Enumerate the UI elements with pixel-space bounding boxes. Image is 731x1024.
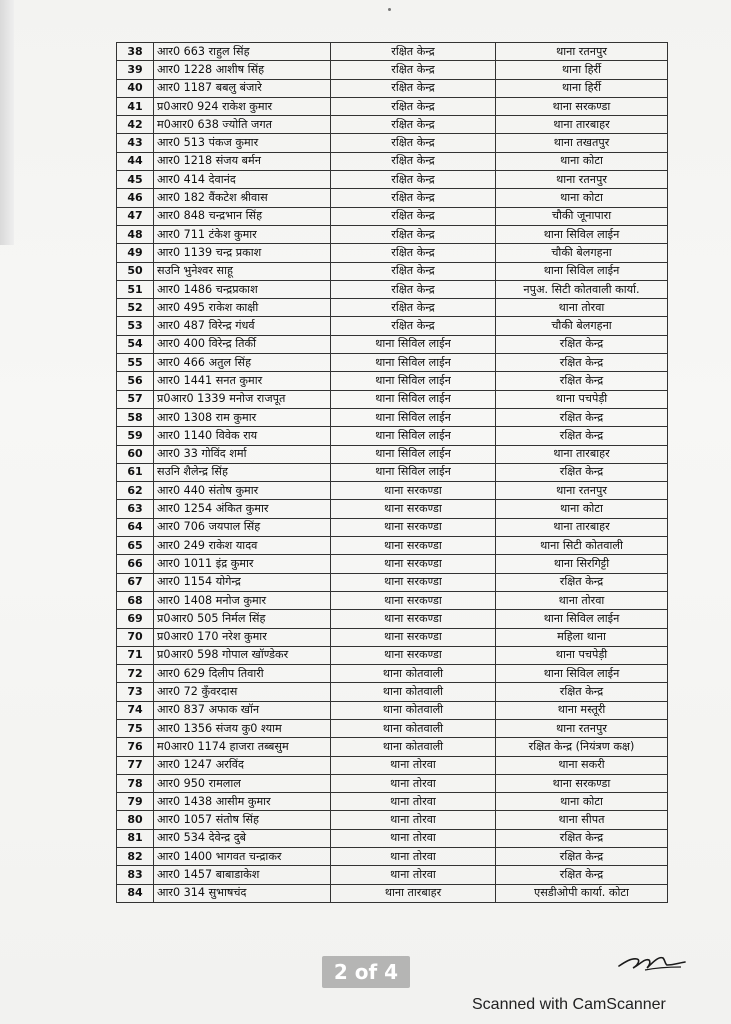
table-row	[117, 79, 668, 97]
serial-number-cell: 55	[117, 354, 154, 372]
personnel-name-cell: आर0 1254 अंकित कुमार	[154, 500, 331, 518]
table-row	[117, 610, 668, 628]
table-row	[117, 171, 668, 189]
to-posting-cell: चौकी जूनापारा	[496, 207, 668, 225]
table-row	[117, 43, 668, 61]
from-posting-cell: थाना कोतवाली	[331, 665, 496, 683]
from-posting-cell: थाना सिविल लाईन	[331, 445, 496, 463]
to-posting-cell: रक्षित केन्द्र	[496, 463, 668, 481]
from-posting-cell: रक्षित केन्द्र	[331, 317, 496, 335]
from-posting-cell: रक्षित केन्द्र	[331, 299, 496, 317]
signature-icon	[615, 948, 687, 974]
table-row	[117, 262, 668, 280]
serial-number-cell: 51	[117, 280, 154, 298]
personnel-name-cell: आर0 663 राहुल सिंह	[154, 43, 331, 61]
serial-number-cell: 65	[117, 537, 154, 555]
serial-number-cell: 47	[117, 207, 154, 225]
table-row	[117, 683, 668, 701]
personnel-name-cell: आर0 1308 राम कुमार	[154, 408, 331, 426]
from-posting-cell: रक्षित केन्द्र	[331, 189, 496, 207]
from-posting-cell: थाना सरकण्डा	[331, 610, 496, 628]
personnel-name-cell: आर0 1140 विवेक राय	[154, 427, 331, 445]
to-posting-cell: थाना तारबाहर	[496, 445, 668, 463]
serial-number-cell: 48	[117, 225, 154, 243]
table-row	[117, 335, 668, 353]
table-row	[117, 463, 668, 481]
from-posting-cell: रक्षित केन्द्र	[331, 61, 496, 79]
serial-number-cell: 41	[117, 97, 154, 115]
from-posting-cell: रक्षित केन्द्र	[331, 207, 496, 225]
from-posting-cell: थाना तारबाहर	[331, 884, 496, 902]
table-row	[117, 372, 668, 390]
personnel-name-cell: आर0 706 जयपाल सिंह	[154, 518, 331, 536]
to-posting-cell: थाना सरकण्डा	[496, 774, 668, 792]
personnel-name-cell: आर0 1486 चन्द्रप्रकाश	[154, 280, 331, 298]
to-posting-cell: महिला थाना	[496, 628, 668, 646]
page-edge-shadow	[0, 0, 14, 245]
personnel-name-cell: आर0 1408 मनोज कुमार	[154, 591, 331, 609]
personnel-name-cell: आर0 182 वैंकटेश श्रीवास	[154, 189, 331, 207]
serial-number-cell: 62	[117, 482, 154, 500]
serial-number-cell: 68	[117, 591, 154, 609]
table-row	[117, 134, 668, 152]
transfer-table	[116, 42, 668, 903]
personnel-name-cell: आर0 314 सुभाषचंद	[154, 884, 331, 902]
table-row	[117, 848, 668, 866]
to-posting-cell: रक्षित केन्द्र	[496, 829, 668, 847]
personnel-name-cell: आर0 513 पंकज कुमार	[154, 134, 331, 152]
serial-number-cell: 82	[117, 848, 154, 866]
personnel-name-cell: आर0 1057 संतोष सिंह	[154, 811, 331, 829]
from-posting-cell: थाना कोतवाली	[331, 738, 496, 756]
personnel-name-cell: आर0 72 कुँवरदास	[154, 683, 331, 701]
to-posting-cell: थाना रतनपुर	[496, 482, 668, 500]
table-row	[117, 829, 668, 847]
personnel-name-cell: आर0 1441 सनत कुमार	[154, 372, 331, 390]
personnel-name-cell: आर0 1400 भागवत चन्द्राकर	[154, 848, 331, 866]
table-row	[117, 738, 668, 756]
table-row	[117, 299, 668, 317]
serial-number-cell: 61	[117, 463, 154, 481]
personnel-name-cell: आर0 487 विरेन्द्र गंधर्व	[154, 317, 331, 335]
table-row	[117, 189, 668, 207]
to-posting-cell: थाना हिर्री	[496, 79, 668, 97]
from-posting-cell: रक्षित केन्द्र	[331, 97, 496, 115]
table-row	[117, 207, 668, 225]
from-posting-cell: रक्षित केन्द्र	[331, 171, 496, 189]
from-posting-cell: थाना कोतवाली	[331, 701, 496, 719]
serial-number-cell: 84	[117, 884, 154, 902]
to-posting-cell: थाना सरकण्डा	[496, 97, 668, 115]
serial-number-cell: 43	[117, 134, 154, 152]
table-row	[117, 427, 668, 445]
personnel-name-cell: आर0 495 राकेश काक्षी	[154, 299, 331, 317]
from-posting-cell: थाना सरकण्डा	[331, 537, 496, 555]
personnel-name-cell: सउनि भुनेश्वर साहू	[154, 262, 331, 280]
from-posting-cell: रक्षित केन्द्र	[331, 244, 496, 262]
personnel-name-cell: आर0 400 विरेन्द्र तिर्की	[154, 335, 331, 353]
table-row	[117, 97, 668, 115]
serial-number-cell: 59	[117, 427, 154, 445]
serial-number-cell: 54	[117, 335, 154, 353]
personnel-name-cell: आर0 1356 संजय कु0 श्याम	[154, 719, 331, 737]
to-posting-cell: थाना कोटा	[496, 793, 668, 811]
to-posting-cell: थाना तोरवा	[496, 591, 668, 609]
from-posting-cell: थाना सिविल लाईन	[331, 408, 496, 426]
personnel-name-cell: आर0 1139 चन्द्र प्रकाश	[154, 244, 331, 262]
table-row	[117, 665, 668, 683]
to-posting-cell: थाना सिरगिट्टी	[496, 555, 668, 573]
table-row	[117, 756, 668, 774]
personnel-name-cell: आर0 711 टंकेश कुमार	[154, 225, 331, 243]
from-posting-cell: थाना कोतवाली	[331, 719, 496, 737]
to-posting-cell: नपुअ. सिटी कोतवाली कार्या.	[496, 280, 668, 298]
serial-number-cell: 64	[117, 518, 154, 536]
to-posting-cell: थाना हिर्री	[496, 61, 668, 79]
personnel-name-cell: म0आर0 638 ज्योति जगत	[154, 116, 331, 134]
serial-number-cell: 46	[117, 189, 154, 207]
serial-number-cell: 38	[117, 43, 154, 61]
to-posting-cell: थाना तारबाहर	[496, 116, 668, 134]
to-posting-cell: रक्षित केन्द्र	[496, 372, 668, 390]
table-row	[117, 518, 668, 536]
serial-number-cell: 39	[117, 61, 154, 79]
table-row	[117, 280, 668, 298]
from-posting-cell: थाना सरकण्डा	[331, 500, 496, 518]
from-posting-cell: रक्षित केन्द्र	[331, 116, 496, 134]
to-posting-cell: थाना सीपत	[496, 811, 668, 829]
to-posting-cell: थाना तखतपुर	[496, 134, 668, 152]
personnel-name-cell: आर0 1011 इंद्र कुमार	[154, 555, 331, 573]
personnel-name-cell: प्र0आर0 598 गोपाल खॉण्डेकर	[154, 646, 331, 664]
from-posting-cell: थाना सरकण्डा	[331, 555, 496, 573]
serial-number-cell: 63	[117, 500, 154, 518]
table-row	[117, 555, 668, 573]
table-row	[117, 591, 668, 609]
personnel-name-cell: प्र0आर0 1339 मनोज राजपूत	[154, 390, 331, 408]
from-posting-cell: थाना सिविल लाईन	[331, 390, 496, 408]
table-row	[117, 225, 668, 243]
personnel-name-cell: आर0 1187 बबलु बंजारे	[154, 79, 331, 97]
serial-number-cell: 52	[117, 299, 154, 317]
serial-number-cell: 45	[117, 171, 154, 189]
personnel-name-cell: म0आर0 1174 हाजरा तब्बसुम	[154, 738, 331, 756]
to-posting-cell: चौकी बेलगहना	[496, 317, 668, 335]
from-posting-cell: थाना सरकण्डा	[331, 482, 496, 500]
from-posting-cell: थाना तोरवा	[331, 756, 496, 774]
from-posting-cell: थाना तोरवा	[331, 793, 496, 811]
personnel-name-cell: आर0 1247 अरविंद	[154, 756, 331, 774]
table-row	[117, 646, 668, 664]
personnel-name-cell: प्र0आर0 505 निर्मल सिंह	[154, 610, 331, 628]
serial-number-cell: 49	[117, 244, 154, 262]
table-row	[117, 445, 668, 463]
table-row	[117, 866, 668, 884]
personnel-name-cell: आर0 1438 आसीम कुमार	[154, 793, 331, 811]
to-posting-cell: रक्षित केन्द्र	[496, 573, 668, 591]
personnel-name-cell: आर0 1218 संजय बर्मन	[154, 152, 331, 170]
from-posting-cell: रक्षित केन्द्र	[331, 280, 496, 298]
to-posting-cell: थाना सिविल लाईन	[496, 610, 668, 628]
table-row	[117, 408, 668, 426]
table-row	[117, 152, 668, 170]
from-posting-cell: थाना तोरवा	[331, 811, 496, 829]
to-posting-cell: थाना रतनपुर	[496, 171, 668, 189]
serial-number-cell: 58	[117, 408, 154, 426]
serial-number-cell: 79	[117, 793, 154, 811]
from-posting-cell: थाना कोतवाली	[331, 683, 496, 701]
personnel-name-cell: आर0 33 गोविंद शर्मा	[154, 445, 331, 463]
from-posting-cell: थाना सिविल लाईन	[331, 463, 496, 481]
table-row	[117, 628, 668, 646]
personnel-name-cell: आर0 249 राकेश यादव	[154, 537, 331, 555]
from-posting-cell: रक्षित केन्द्र	[331, 79, 496, 97]
table-row	[117, 811, 668, 829]
table-row	[117, 537, 668, 555]
serial-number-cell: 73	[117, 683, 154, 701]
serial-number-cell: 75	[117, 719, 154, 737]
scanner-credit: Scanned with CamScanner	[472, 996, 666, 1013]
table-row	[117, 354, 668, 372]
from-posting-cell: थाना सरकण्डा	[331, 518, 496, 536]
serial-number-cell: 53	[117, 317, 154, 335]
serial-number-cell: 78	[117, 774, 154, 792]
serial-number-cell: 42	[117, 116, 154, 134]
to-posting-cell: थाना तोरवा	[496, 299, 668, 317]
serial-number-cell: 50	[117, 262, 154, 280]
to-posting-cell: रक्षित केन्द्र	[496, 408, 668, 426]
to-posting-cell: थाना कोटा	[496, 189, 668, 207]
serial-number-cell: 44	[117, 152, 154, 170]
from-posting-cell: थाना तोरवा	[331, 866, 496, 884]
to-posting-cell: थाना रतनपुर	[496, 43, 668, 61]
table-row	[117, 701, 668, 719]
personnel-name-cell: आर0 848 चन्द्रभान सिंह	[154, 207, 331, 225]
personnel-name-cell: प्र0आर0 924 राकेश कुमार	[154, 97, 331, 115]
to-posting-cell: थाना सिविल लाईन	[496, 262, 668, 280]
scan-speck	[388, 8, 391, 11]
from-posting-cell: थाना सरकण्डा	[331, 591, 496, 609]
serial-number-cell: 76	[117, 738, 154, 756]
serial-number-cell: 56	[117, 372, 154, 390]
from-posting-cell: थाना सिविल लाईन	[331, 335, 496, 353]
serial-number-cell: 74	[117, 701, 154, 719]
to-posting-cell: रक्षित केन्द्र (नियंत्रण कक्ष)	[496, 738, 668, 756]
to-posting-cell: थाना सिटी कोतवाली	[496, 537, 668, 555]
serial-number-cell: 66	[117, 555, 154, 573]
personnel-name-cell: आर0 1457 बाबाडाकेश	[154, 866, 331, 884]
serial-number-cell: 60	[117, 445, 154, 463]
to-posting-cell: थाना पचपेड़ी	[496, 646, 668, 664]
page-indicator: 2 of 4	[322, 956, 410, 988]
to-posting-cell: रक्षित केन्द्र	[496, 848, 668, 866]
from-posting-cell: रक्षित केन्द्र	[331, 134, 496, 152]
to-posting-cell: थाना कोटा	[496, 500, 668, 518]
table-row	[117, 116, 668, 134]
table-row	[117, 793, 668, 811]
table-row	[117, 774, 668, 792]
to-posting-cell: एसडीओपी कार्या. कोटा	[496, 884, 668, 902]
table-row	[117, 61, 668, 79]
personnel-name-cell: आर0 466 अतुल सिंह	[154, 354, 331, 372]
from-posting-cell: थाना तोरवा	[331, 829, 496, 847]
serial-number-cell: 83	[117, 866, 154, 884]
to-posting-cell: थाना सकरी	[496, 756, 668, 774]
serial-number-cell: 57	[117, 390, 154, 408]
serial-number-cell: 72	[117, 665, 154, 683]
personnel-name-cell: आर0 1154 योगेन्द्र	[154, 573, 331, 591]
table-row	[117, 719, 668, 737]
personnel-name-cell: आर0 440 संतोष कुमार	[154, 482, 331, 500]
personnel-name-cell: आर0 1228 आशीष सिंह	[154, 61, 331, 79]
personnel-name-cell: आर0 837 अफाक खॉन	[154, 701, 331, 719]
to-posting-cell: थाना रतनपुर	[496, 719, 668, 737]
personnel-name-cell: प्र0आर0 170 नरेश कुमार	[154, 628, 331, 646]
to-posting-cell: थाना मस्तूरी	[496, 701, 668, 719]
serial-number-cell: 71	[117, 646, 154, 664]
to-posting-cell: रक्षित केन्द्र	[496, 427, 668, 445]
from-posting-cell: थाना सरकण्डा	[331, 628, 496, 646]
personnel-name-cell: आर0 950 रामलाल	[154, 774, 331, 792]
to-posting-cell: थाना पचपेड़ी	[496, 390, 668, 408]
from-posting-cell: थाना सिविल लाईन	[331, 427, 496, 445]
personnel-name-cell: सउनि शैलेन्द्र सिंह	[154, 463, 331, 481]
serial-number-cell: 70	[117, 628, 154, 646]
from-posting-cell: रक्षित केन्द्र	[331, 225, 496, 243]
serial-number-cell: 69	[117, 610, 154, 628]
serial-number-cell: 80	[117, 811, 154, 829]
to-posting-cell: चौकी बेलगहना	[496, 244, 668, 262]
from-posting-cell: रक्षित केन्द्र	[331, 262, 496, 280]
table-row	[117, 244, 668, 262]
to-posting-cell: रक्षित केन्द्र	[496, 683, 668, 701]
table-row	[117, 500, 668, 518]
personnel-name-cell: आर0 414 देवानंद	[154, 171, 331, 189]
to-posting-cell: थाना कोटा	[496, 152, 668, 170]
table-row	[117, 482, 668, 500]
from-posting-cell: थाना तोरवा	[331, 774, 496, 792]
table-row	[117, 884, 668, 902]
to-posting-cell: रक्षित केन्द्र	[496, 354, 668, 372]
from-posting-cell: थाना तोरवा	[331, 848, 496, 866]
from-posting-cell: रक्षित केन्द्र	[331, 43, 496, 61]
to-posting-cell: रक्षित केन्द्र	[496, 866, 668, 884]
from-posting-cell: थाना सरकण्डा	[331, 646, 496, 664]
table-row	[117, 317, 668, 335]
transfer-table-body	[117, 43, 668, 903]
table-row	[117, 573, 668, 591]
from-posting-cell: थाना सरकण्डा	[331, 573, 496, 591]
serial-number-cell: 77	[117, 756, 154, 774]
personnel-name-cell: आर0 534 देवेन्द्र दुबे	[154, 829, 331, 847]
serial-number-cell: 67	[117, 573, 154, 591]
to-posting-cell: थाना सिविल लाईन	[496, 225, 668, 243]
to-posting-cell: थाना तारबाहर	[496, 518, 668, 536]
to-posting-cell: रक्षित केन्द्र	[496, 335, 668, 353]
personnel-name-cell: आर0 629 दिलीप तिवारी	[154, 665, 331, 683]
from-posting-cell: थाना सिविल लाईन	[331, 372, 496, 390]
serial-number-cell: 81	[117, 829, 154, 847]
to-posting-cell: थाना सिविल लाईन	[496, 665, 668, 683]
from-posting-cell: थाना सिविल लाईन	[331, 354, 496, 372]
from-posting-cell: रक्षित केन्द्र	[331, 152, 496, 170]
serial-number-cell: 40	[117, 79, 154, 97]
table-row	[117, 390, 668, 408]
